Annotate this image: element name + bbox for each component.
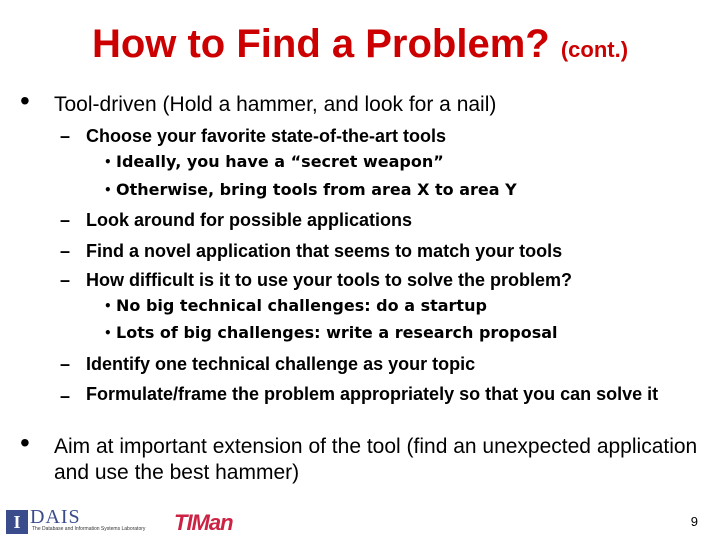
page-number: 9 bbox=[690, 514, 698, 529]
sub-sub-bullet-text: Ideally, you have a “secret weapon” bbox=[116, 152, 444, 171]
sub-sub-bullet-text: Lots of big challenges: write a research proposal bbox=[116, 323, 558, 342]
sub-bullet-text: Formulate/frame the problem appropriately so that you can solve it bbox=[86, 384, 659, 404]
bullet-dot-icon: • bbox=[104, 299, 112, 313]
dais-logo-icon: I bbox=[6, 510, 28, 534]
sub-bullet-text: Choose your favorite state-of-the-art tools bbox=[86, 126, 447, 146]
sub-bullet-text: Find a novel application that seems to match your tools bbox=[86, 241, 563, 261]
slide-title bbox=[0, 20, 720, 74]
footer-logos bbox=[6, 506, 236, 536]
bullet-text: Tool-driven (Hold a hammer, and look for a nail) bbox=[54, 93, 497, 116]
slide-title-suffix: (cont.) bbox=[560, 37, 629, 62]
sub-bullet-text: Identify one technical challenge as your topic bbox=[86, 354, 476, 374]
dash-icon: – bbox=[60, 354, 71, 374]
dash-icon: – bbox=[60, 126, 71, 146]
dash-icon: – bbox=[60, 210, 71, 230]
dash-icon: – bbox=[60, 241, 71, 261]
bullet-dot-icon: • bbox=[20, 427, 30, 458]
bullet-dot-icon: • bbox=[20, 85, 30, 116]
sub-bullet-text: Look around for possible applications bbox=[86, 210, 413, 230]
bullet-dot-icon: • bbox=[104, 326, 112, 340]
bullet-text: Aim at important extension of the tool (find an unexpected application and use the best hammer) bbox=[54, 435, 698, 484]
bullet-dot-icon: • bbox=[104, 183, 112, 197]
sub-sub-bullet-text: Otherwise, bring tools from area X to area Y bbox=[116, 180, 517, 199]
timan-logo: TIMan bbox=[174, 510, 233, 535]
dais-logo-wordmark: DAIS bbox=[30, 506, 81, 528]
slide-title-main: How to Find a Problem? bbox=[91, 22, 550, 66]
dash-icon: – bbox=[60, 270, 71, 290]
bullet-dot-icon: • bbox=[104, 155, 112, 169]
dais-logo-subtitle: The Database and Information Systems Laboratory bbox=[32, 526, 146, 532]
sub-sub-bullet-text: No big technical challenges: do a startup bbox=[116, 296, 487, 315]
sub-bullet-text: How difficult is it to use your tools to solve the problem? bbox=[86, 270, 573, 290]
dash-icon: – bbox=[60, 386, 71, 406]
